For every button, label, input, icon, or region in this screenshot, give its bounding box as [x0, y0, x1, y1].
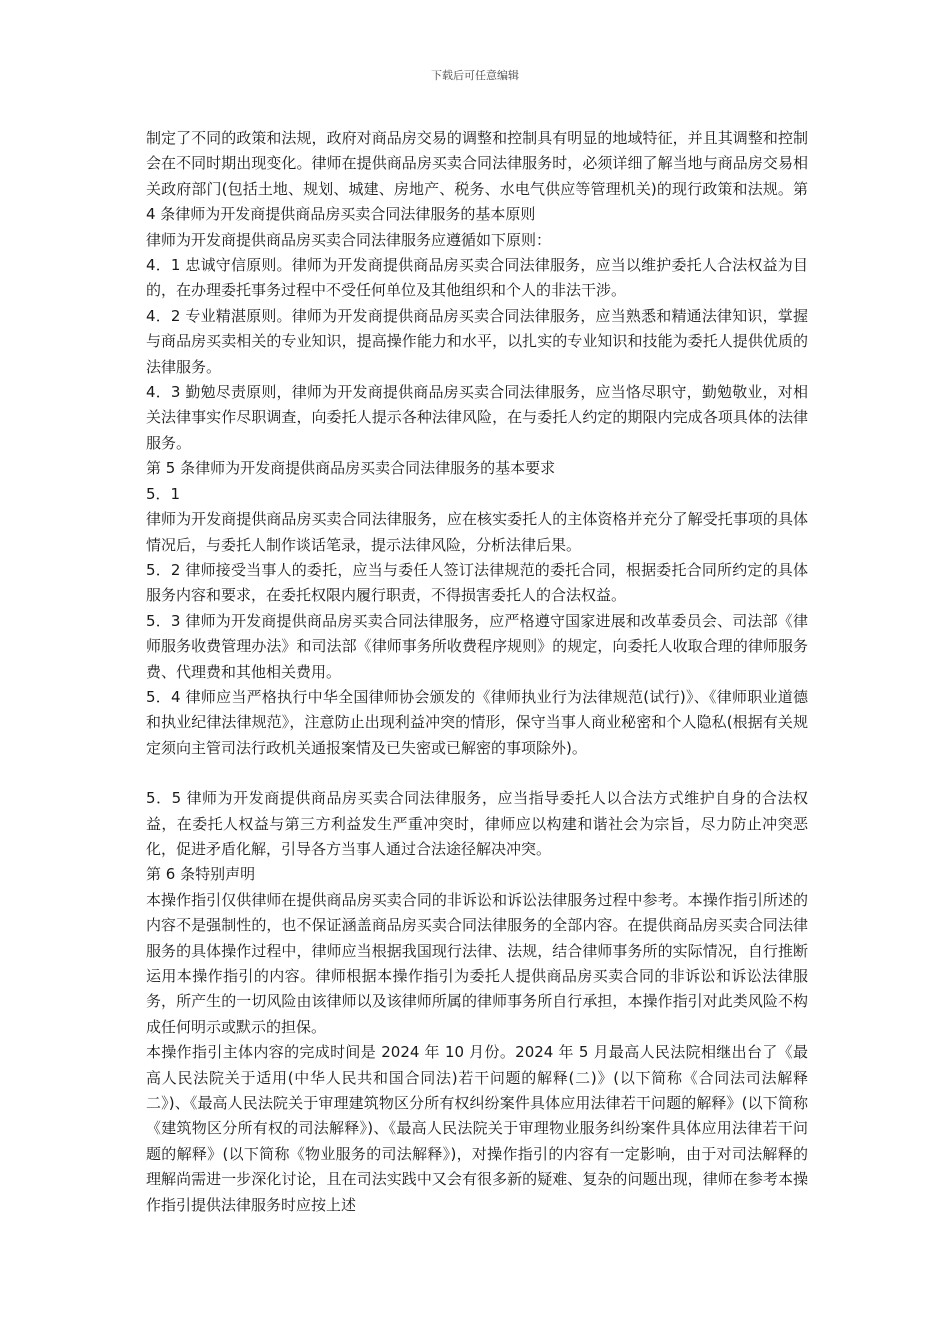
paragraph: 本操作指引主体内容的完成时间是 2024 年 10 月份。2024 年 5 月最高人民法院相继出台了《最高人民法院关于适用(中华人民共和国合同法)若干问题的解释(二)》(以下简称《合同法司法解释二》)、《最高人民法院关于审理建筑物区分所有权纠纷案件具体应用法律若干问题的解释》(以下简称《建筑物区分所有权的司法解释》)、《最高人民法院关于审理物业服务纠纷案件具体应用法律若干问题的解释》(以下简称《物业服务的司法解释》)，对操作指引的内容有一定影响，由于对司法解释的理解尚需进一步深化讨论，且在司法实践中又会有很多新的疑难、复杂的问题出现，律师在参考本操作指引提供法律服务时应按上述 — [146, 1043, 808, 1214]
paragraph: 4．3 勤勉尽责原则，律师为开发商提供商品房买卖合同法律服务，应当恪尽职守，勤勉敬业，对相关法律事实作尽职调查，向委托人提示各种法律风险，在与委托人约定的期限内完成各项具体的法律服务。 — [146, 383, 808, 452]
paragraph: 律师为开发商提供商品房买卖合同法律服务应遵循如下原则： — [146, 230, 552, 249]
page-header: 下载后可任意编辑 — [431, 69, 519, 82]
paragraph: 5．2 律师接受当事人的委托，应当与委任人签订法律规范的委托合同，根据委托合同所约定的具体服务内容和要求，在委托权限内履行职责，不得损害委托人的合法权益。 — [146, 560, 808, 605]
document-body — [146, 126, 808, 1218]
blank-line — [146, 761, 808, 786]
paragraph: 5．1 — [146, 484, 181, 503]
section-heading: 第 6 条特别声明 — [146, 865, 256, 884]
paragraph: 4．1 忠诚守信原则。律师为开发商提供商品房买卖合同法律服务，应当以维护委托人合法权益为目的，在办理委托事务过程中不受任何单位及其他组织和个人的非法干涉。 — [146, 256, 808, 300]
paragraph: 5．3 律师为开发商提供商品房买卖合同法律服务，应严格遵守国家进展和改革委员会、司法部《律师服务收费管理办法》和司法部《律师事务所收费程序规则》的规定，向委托人收取合理的律师服务费、代理费和其他相关费用。 — [146, 611, 808, 681]
section-heading: 第 5 条律师为开发商提供商品房买卖合同法律服务的基本要求 — [146, 459, 556, 478]
paragraph: 5．4 律师应当严格执行中华全国律师协会颁发的《律师执业行为法律规范(试行)》、《律师职业道德和执业纪律法律规范》，注意防止出现利益冲突的情形，保守当事人商业秘密和个人隐私(根据有关规定须向主管司法行政机关通报案情及已失密或已解密的事项除外)。 — [146, 687, 808, 757]
paragraph: 本操作指引仅供律师在提供商品房买卖合同的非诉讼和诉讼法律服务过程中参考。本操作指引所述的内容不是强制性的，也不保证涵盖商品房买卖合同法律服务的全部内容。在提供商品房买卖合同法律服务的具体操作过程中，律师应当根据我国现行法律、法规，结合律师事务所的实际情况，自行推断运用本操作指引的内容。律师根据本操作指引为委托人提供商品房买卖合同的非诉讼和诉讼法律服务，所产生的一切风险由该律师以及该律师所属的律师事务所自行承担，本操作指引对此类风险不构成任何明示或默示的担保。 — [146, 890, 808, 1036]
paragraph: 5．5 律师为开发商提供商品房买卖合同法律服务，应当指导委托人以合法方式维护自身的合法权益，在委托人权益与第三方利益发生严重冲突时，律师应以构建和谐社会为宗旨，尽力防止冲突恶化，促进矛盾化解，引导各方当事人通过合法途径解决冲突。 — [146, 789, 808, 858]
paragraph: 4．2 专业精湛原则。律师为开发商提供商品房买卖合同法律服务，应当熟悉和精通法律知识，掌握与商品房买卖相关的专业知识，提高操作能力和水平，以扎实的专业知识和技能为委托人提供优质的法律服务。 — [146, 306, 808, 376]
paragraph: 制定了不同的政策和法规，政府对商品房交易的调整和控制具有明显的地域特征，并且其调整和控制会在不同时期出现变化。律师在提供商品房买卖合同法律服务时，必须详细了解当地与商品房交易相关政府部门(包括土地、规划、城建、房地产、税务、水电气供应等管理机关)的现行政策和法规。第 4 条律师为开发商提供商品房买卖合同法律服务的基本原则 — [146, 129, 808, 224]
paragraph: 律师为开发商提供商品房买卖合同法律服务，应在核实委托人的主体资格并充分了解受托事项的具体情况后，与委托人制作谈话笔录，提示法律风险，分析法律后果。 — [146, 510, 808, 554]
